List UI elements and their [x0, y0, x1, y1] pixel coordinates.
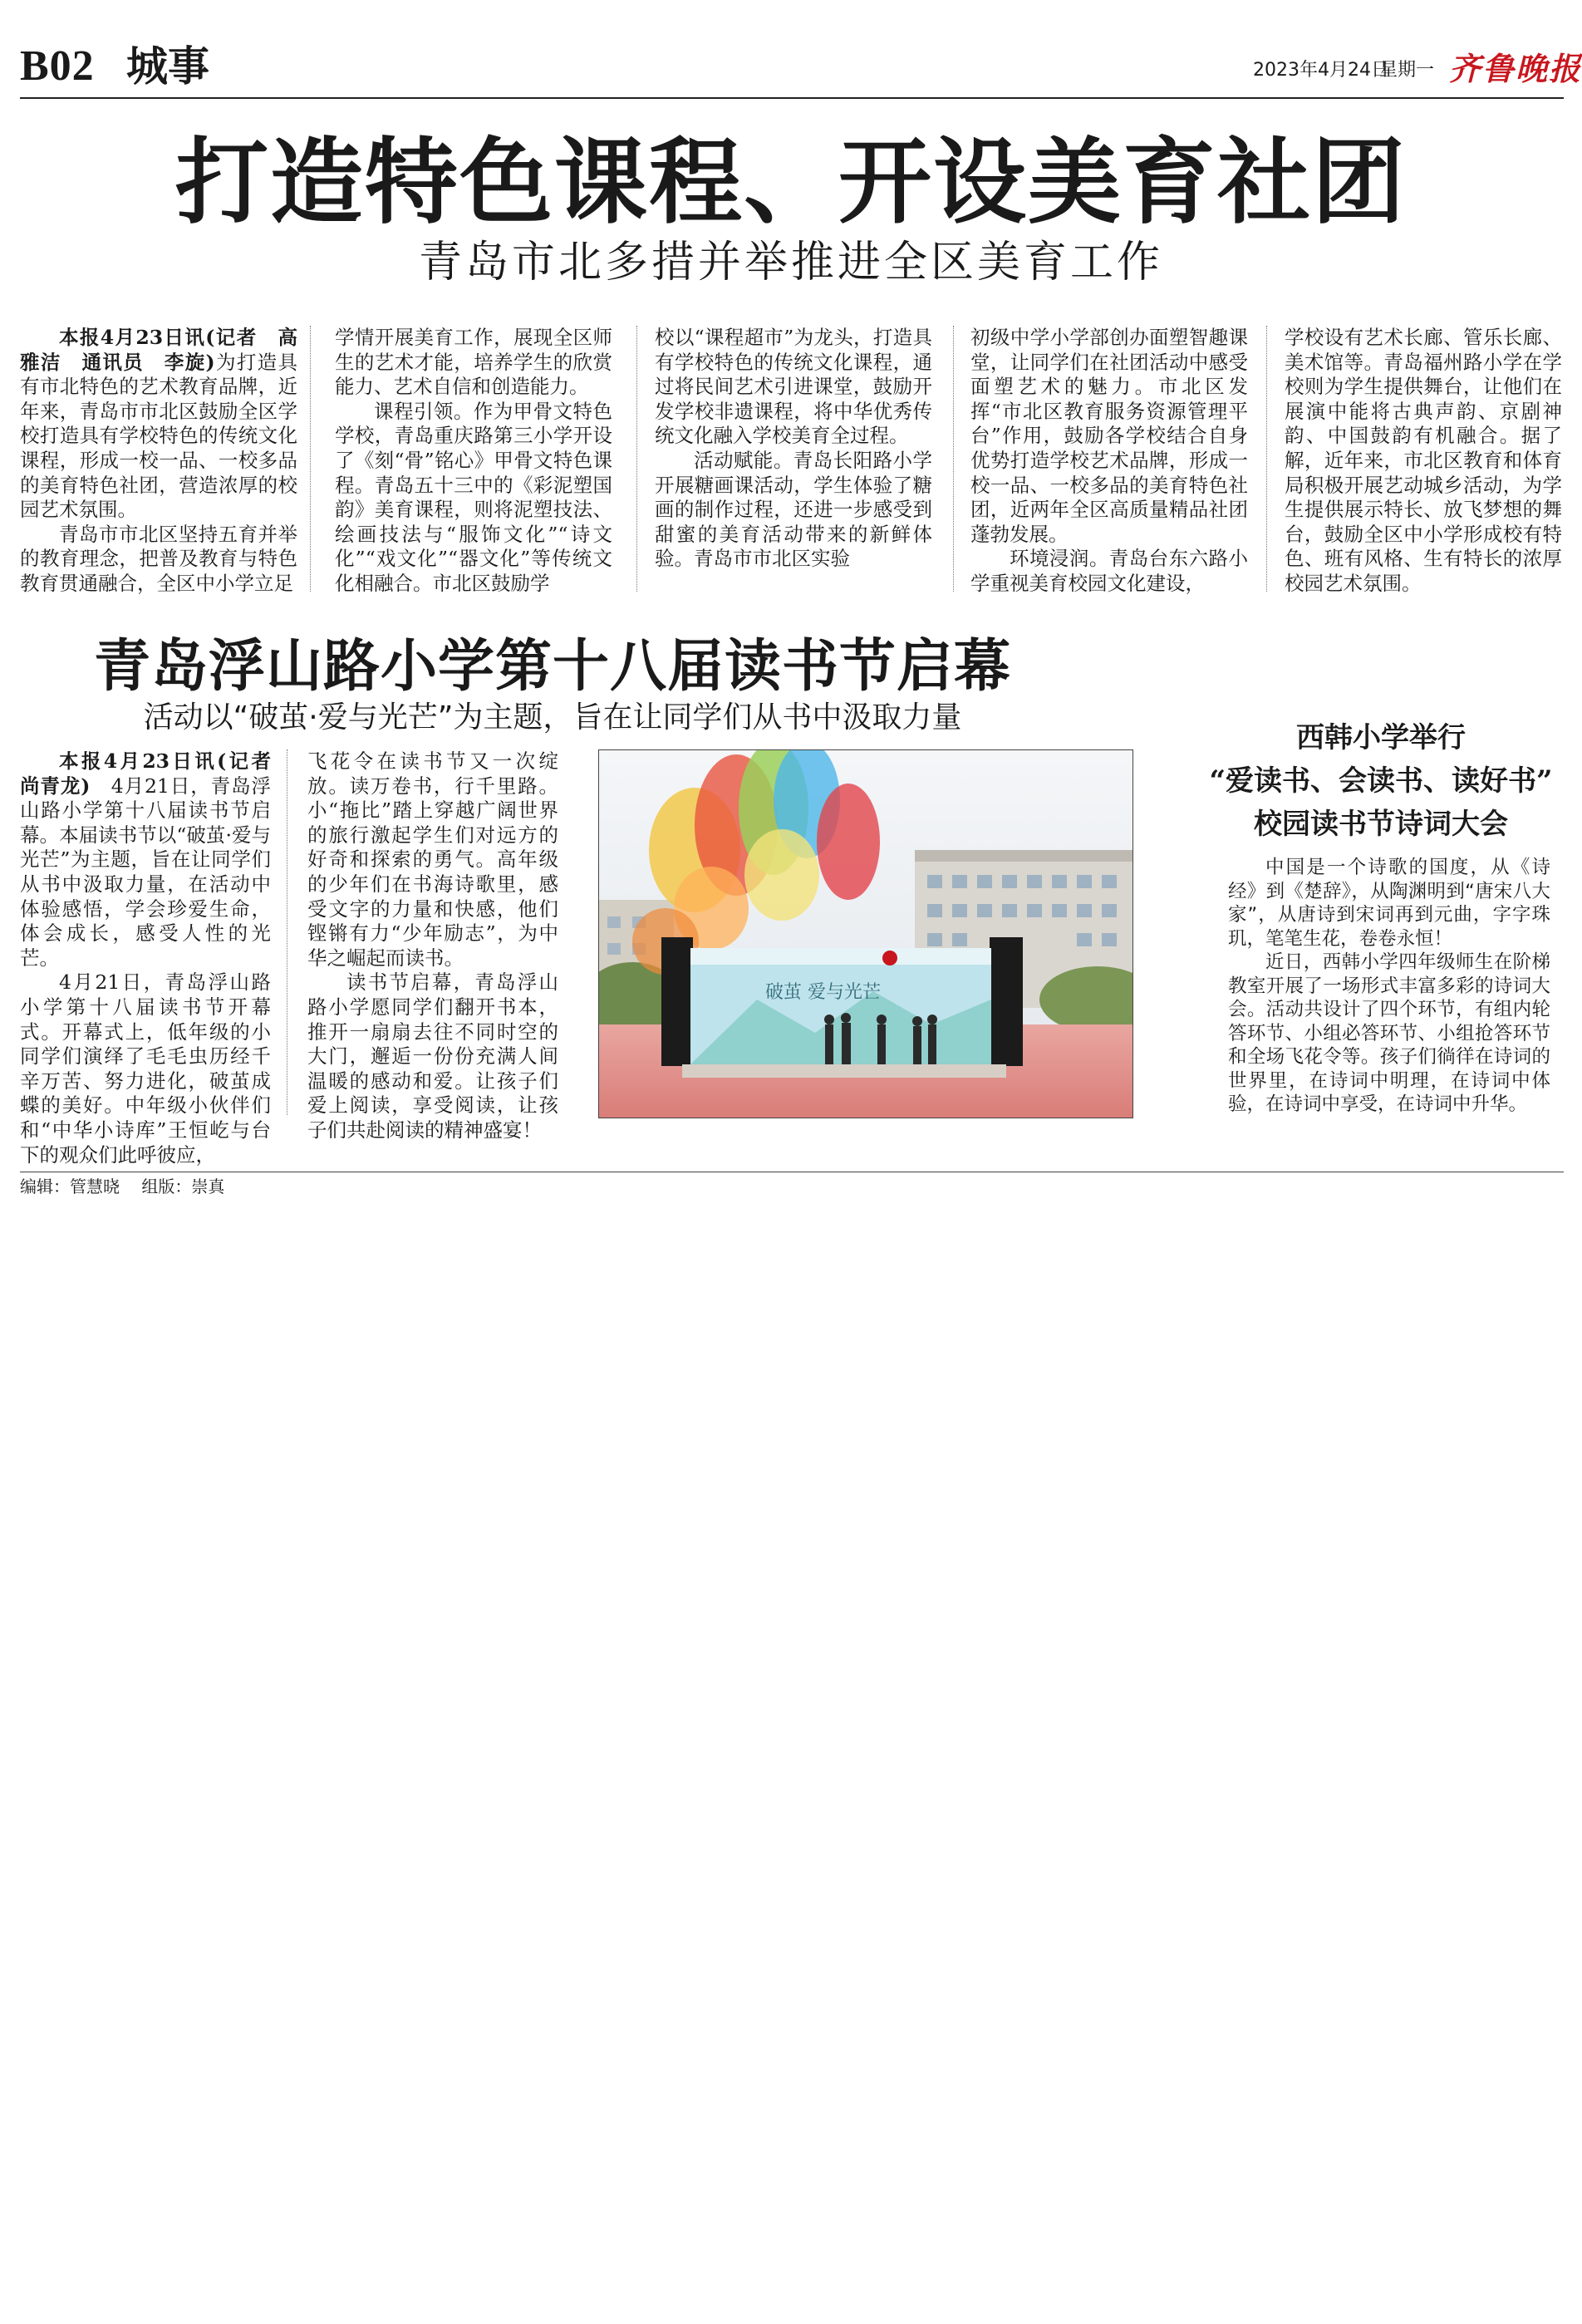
section-name: 城事: [126, 42, 209, 91]
event-photo: [598, 749, 1133, 1118]
story2-paragraph: 4月21日，青岛浮山路小学第十八届读书节开幕式。开幕式上，低年级的小同学们演绎了毛毛虫历经千辛万苦、努力进化，破茧成蝶的美好。中年级小伙伴们和“中华小诗库”王恒屹与台下的观众们此呼彼应，: [20, 970, 271, 1167]
story1-column-3: [655, 326, 932, 572]
page-code: B02: [20, 42, 95, 90]
sidebar-headline-line: 西韩小学举行: [1296, 721, 1466, 754]
sidebar-paragraph: 中国是一个诗歌的国度，从《诗经》到《楚辞》，从陶渊明到“唐宋八大家”，从唐诗到宋词再到元曲，字字珠玑，笔笔生花，卷卷永恒！: [1228, 857, 1550, 950]
column-divider: [636, 326, 637, 592]
story1-column-4: [970, 326, 1248, 597]
story1-column-5: [1285, 326, 1562, 597]
story1-paragraph: 活动赋能。青岛长阳路小学开展糖画课活动，学生体验了糖画的制作过程，还进一步感受到甜蜜的美育活动带来的新鲜体验。青岛市市北区实验: [655, 448, 932, 571]
column-divider: [953, 326, 954, 592]
sidebar-headline-line: “爱读书、会读书、读好书”: [1209, 764, 1553, 798]
story2-dateline: 本报4月23日讯(记者 尚青龙): [20, 749, 291, 798]
sidebar-headline: [1206, 716, 1555, 846]
story1-column-1: [20, 326, 297, 597]
story1-paragraph: 课程引领。作为甲骨文特色学校，青岛重庆路第三小学开设了《刻“骨”铭心》甲骨文特色课程。青岛五十三中的《彩泥塑国韵》美育课程，则将泥塑技法、绘画技法与“服饰文化”“诗文化”“戏文化”“器文化”等传统文化相融合。市北区鼓励学: [335, 399, 612, 595]
story1-dateline: 本报4月23日讯(记者 高雅洁 通讯员 李旋): [20, 326, 297, 374]
story1-paragraph: 环境浸润。青岛台东六路小学重视美育校园文化建设，: [970, 547, 1248, 595]
story2-paragraph: 读书节启幕，青岛浮山路小学愿同学们翻开书本，推开一扇扇去往不同时空的大门，邂逅一份份充满人间温暖的感动和爱。让孩子们爱上阅读，享受阅读，让孩子们共赴阅读的精神盛宴！: [307, 970, 558, 1142]
event-photo-illustration: [599, 750, 1132, 1118]
issue-weekday: 星期一: [1379, 60, 1435, 81]
stage-banner-text: 破茧 爱与光芒: [765, 982, 881, 1003]
layout-credit: 组版：崇真: [141, 1177, 225, 1196]
story1-subheadline: 青岛市北多措并举推进全区美育工作: [418, 238, 1163, 287]
story1-paragraph: 初级中学小学部创办面塑智趣课堂，让同学们在社团活动中感受面塑艺术的魅力。市北区发挥“市北区教育服务资源管理平台”作用，鼓励各学校结合自身优势打造学校艺术品牌，形成一校一品、一校多品的美育特色社团，近两年全区高质量精品社团蓬勃发展。: [970, 326, 1248, 546]
header-rule: [20, 97, 1564, 99]
sidebar-paragraph: 近日，西韩小学四年级师生在阶梯教室开展了一场形式丰富多彩的诗词大会。活动共设计了四个环节，有组内轮答环节、小组必答环节、小组抢答环节和全场飞花令等。孩子们徜徉在诗词的世界里，在诗词中明理，在诗词中体验，在诗词中享受，在诗词中升华。: [1228, 951, 1550, 1115]
story1-paragraph: 学情开展美育工作，展现全区师生的艺术才能，培养学生的欣赏能力、艺术自信和创造能力。: [335, 326, 612, 399]
column-divider: [1266, 326, 1267, 592]
story1-paragraph: 学校设有艺术长廊、管乐长廊、美术馆等。青岛福州路小学在学校则为学生提供舞台，让他们在展演中能将古典声韵、京剧神韵、中国鼓韵有机融合。据了解，近年来，市北区教育和体育局积极开展艺动城乡活动，为学生提供展示特长、放飞梦想的舞台，鼓励全区中小学形成校有特色、班有风格、生有特长的浓厚校园艺术氛围。: [1285, 326, 1562, 595]
story1-column-2: [335, 326, 612, 597]
story1-paragraph: 青岛市市北区坚持五育并举的教育理念，把普及教育与特色教育贯通融合，全区中小学立足: [20, 522, 297, 595]
editor-credit: 编辑：管慧晓: [20, 1177, 120, 1196]
story1-paragraph: 本报4月23日讯(记者 高雅洁 通讯员 李旋)为打造具有市北特色的艺术教育品牌，近年来，青岛市市北区鼓励全区学校打造具有学校特色的传统文化课程，形成一校一品、一校多品的美育特色社团，营造浓厚的校园艺术氛围。: [20, 326, 298, 522]
sidebar-body: [1228, 856, 1550, 1117]
story1-headline: 打造特色课程、开设美育社团: [175, 128, 1407, 237]
story2-headline: 青岛浮山路小学第十八届读书节启幕: [93, 633, 1011, 700]
story2-paragraph: 飞花令在读书节又一次绽放。读万卷书，行千里路。小“拖比”踏上穿越广阔世界的旅行激起学生们对远方的好奇和探索的勇气。高年级的少年们在书海诗歌里，感受文字的力量和快感，他们铿锵有力“少年励志”，为中华之崛起而读书。: [307, 749, 558, 970]
masthead-logo: 齐鲁晚报: [1449, 50, 1582, 87]
story2-column-1: [20, 749, 291, 1167]
story2-column-2: [307, 749, 558, 1143]
story1-paragraph: 校以“课程超市”为龙头，打造具有学校特色的传统文化课程，通过将民间艺术引进课堂，鼓励开发学校非遗课程，将中华优秀传统文化融入学校美育全过程。: [655, 326, 932, 448]
issue-date: 2023年4月24日: [1253, 60, 1389, 81]
sidebar-headline-line: 校园读书节诗词大会: [1254, 808, 1508, 841]
story2-subheadline: 活动以“破茧·爱与光芒”为主题，旨在让同学们从书中汲取力量: [143, 700, 962, 735]
page-credits: [20, 1176, 241, 1197]
story2-paragraph: 本报4月23日讯(记者 尚青龙) 4月21日，青岛浮山路小学第十八届读书节启幕。本届读书节以“破茧·爱与光芒”为主题，旨在让同学们从书中汲取力量，在活动中体验感悟，学会珍爱生命，体会成长，感受人性的光芒。: [20, 749, 291, 970]
column-divider: [310, 326, 311, 592]
